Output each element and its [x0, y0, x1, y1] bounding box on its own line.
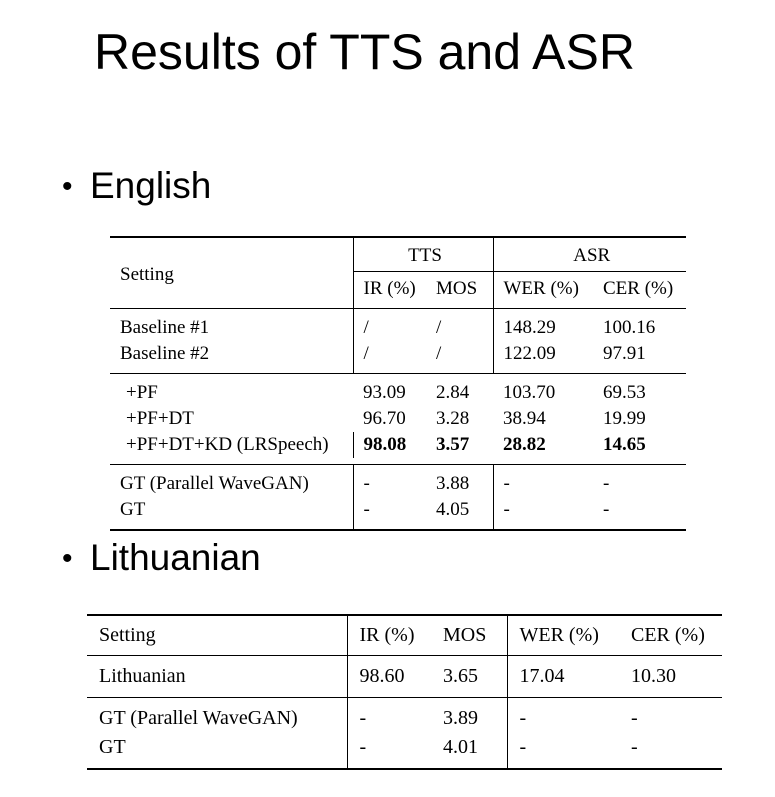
lithuanian-results-table — [87, 614, 722, 770]
slide-title: Results of TTS and ASR — [94, 24, 635, 80]
table-row — [87, 656, 722, 698]
cell-cer: 19.99 — [603, 408, 646, 429]
header-cer: CER (%) — [603, 278, 674, 299]
cell-cer: 14.65 — [603, 434, 646, 455]
cell-mos: 2.84 — [436, 382, 470, 403]
cell-mos: 3.89 — [443, 707, 478, 729]
cell-wer: 17.04 — [507, 656, 619, 698]
cell-mos: 3.28 — [436, 408, 470, 429]
header-cer: CER (%) — [631, 624, 705, 646]
cell-ir: 93.09 — [363, 382, 406, 403]
cell-ir: - — [353, 471, 426, 497]
cell-cer: - — [631, 707, 638, 729]
english-results-table — [110, 236, 686, 531]
cell-cer: - — [603, 499, 610, 520]
cell-ir: / — [353, 341, 426, 367]
cell-ir: / — [353, 315, 426, 341]
header-wer: WER (%) — [493, 272, 593, 309]
cell-wer: - — [507, 733, 619, 762]
cell-setting: Baseline #1 — [120, 317, 210, 338]
cell-cer: - — [603, 473, 610, 494]
cell-mos: 4.01 — [443, 736, 478, 758]
cell-cer: 69.53 — [603, 382, 646, 403]
cell-wer: - — [493, 497, 593, 523]
cell-cer: 97.91 — [603, 343, 646, 364]
cell-wer: 103.70 — [503, 382, 556, 403]
cell-ir: - — [347, 704, 431, 733]
cell-cer: 100.16 — [603, 317, 656, 338]
cell-ir: 98.60 — [347, 656, 431, 698]
cell-mos: 3.88 — [436, 473, 470, 494]
cell-ir: 98.08 — [353, 432, 426, 458]
header-mos: MOS — [443, 624, 487, 646]
cell-setting: +PF — [126, 382, 158, 403]
cell-setting: GT — [120, 499, 146, 520]
bullet-dot-icon: • — [62, 170, 73, 203]
cell-mos: / — [436, 343, 442, 364]
table-row — [110, 497, 686, 523]
bullet-dot-icon: • — [62, 542, 73, 575]
header-ir: IR (%) — [347, 615, 431, 656]
cell-wer: 148.29 — [493, 315, 593, 341]
header-wer: WER (%) — [507, 615, 619, 656]
bullet-label: English — [90, 165, 212, 206]
cell-cer: - — [631, 736, 638, 758]
cell-setting: +PF+DT — [126, 408, 194, 429]
cell-setting: Baseline #2 — [120, 343, 210, 364]
table-row — [110, 380, 686, 406]
header-mos: MOS — [436, 278, 478, 299]
table-row — [87, 733, 722, 762]
bullet-label: Lithuanian — [90, 537, 261, 578]
bullet-english — [62, 164, 211, 209]
header-asr: ASR — [493, 237, 686, 272]
header-setting: Setting — [99, 624, 156, 646]
cell-mos: / — [436, 317, 442, 338]
bullet-lithuanian — [62, 536, 261, 581]
cell-setting: GT (Parallel WaveGAN) — [120, 473, 309, 494]
header-ir: IR (%) — [353, 272, 426, 309]
cell-wer: 122.09 — [493, 341, 593, 367]
cell-wer: 38.94 — [503, 408, 546, 429]
table-row — [110, 432, 686, 458]
cell-mos: 4.05 — [436, 499, 470, 520]
table-row — [87, 704, 722, 733]
cell-setting: Lithuanian — [99, 665, 186, 687]
table-row — [110, 406, 686, 432]
cell-ir: - — [353, 497, 426, 523]
table-row — [110, 315, 686, 341]
cell-setting: GT (Parallel WaveGAN) — [99, 707, 298, 729]
cell-wer: 28.82 — [503, 434, 546, 455]
cell-wer: - — [507, 704, 619, 733]
table-row — [110, 341, 686, 367]
cell-ir: - — [347, 733, 431, 762]
cell-wer: - — [493, 471, 593, 497]
header-setting: Setting — [120, 263, 174, 285]
table-row — [110, 471, 686, 497]
header-tts: TTS — [353, 237, 493, 272]
cell-setting: GT — [99, 736, 126, 758]
cell-mos: 3.65 — [443, 665, 478, 687]
cell-ir: 96.70 — [363, 408, 406, 429]
cell-cer: 10.30 — [631, 665, 676, 687]
cell-setting: +PF+DT+KD (LRSpeech) — [126, 434, 329, 455]
cell-mos: 3.57 — [436, 434, 470, 455]
